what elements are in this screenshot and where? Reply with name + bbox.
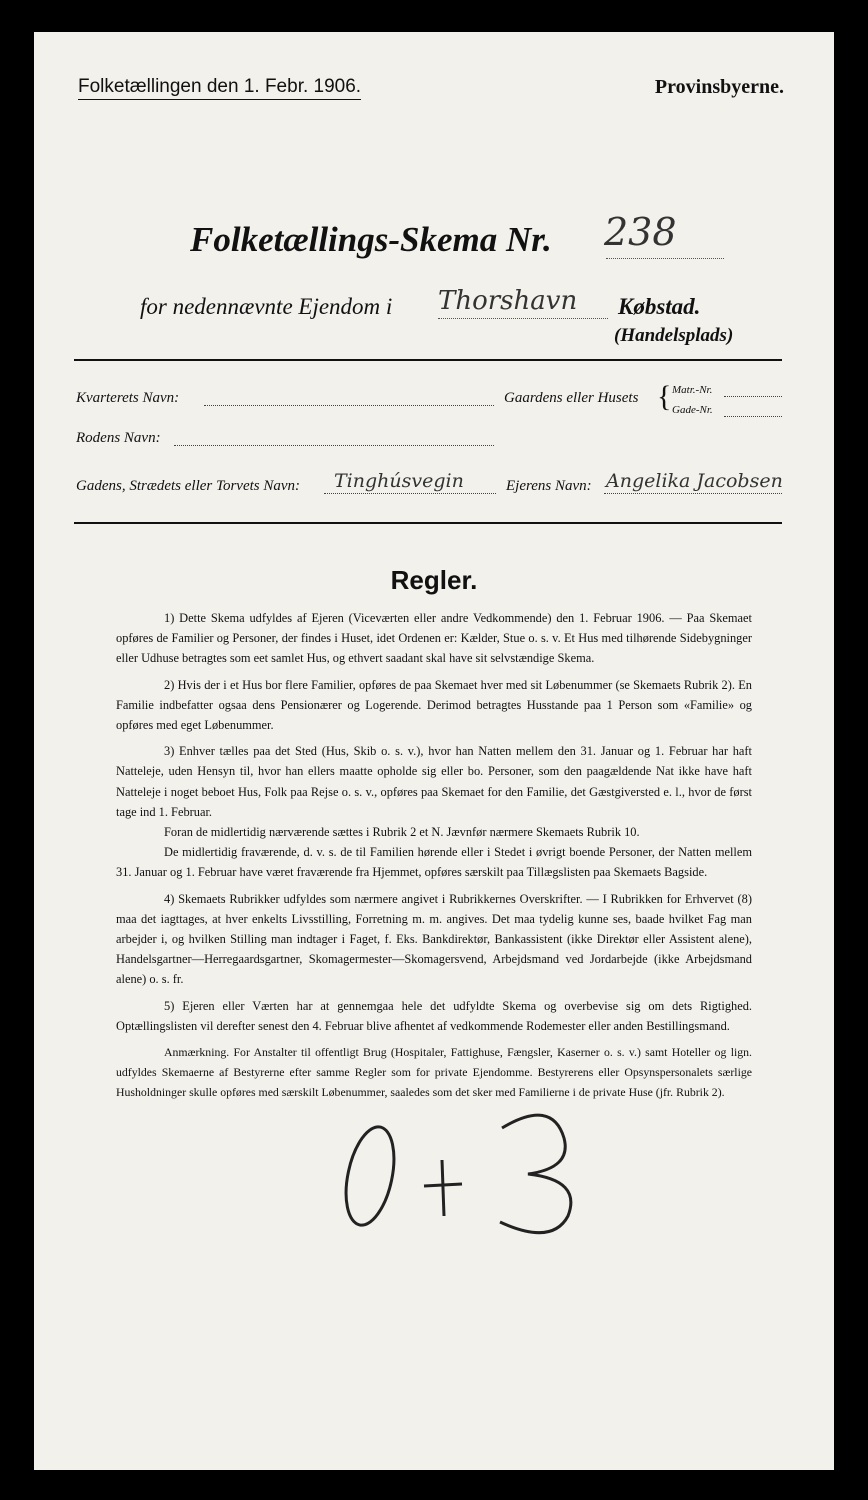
form-number-line [606,258,724,259]
form-title: Folketællings-Skema Nr. [190,220,552,259]
form-number-handwritten: 238 [604,210,677,254]
fields-divider [74,522,782,524]
rule-1: 1) Dette Skema udfyldes af Ejeren (Viceværten eller andre Vedkommende) den 1. Februar 1906. — Paa Skemaet opføres de Familier og Personer, der findes i Huset, idet Ordenen er: Kælder, Stue o. s. v. Et Hus med tilhørende Sidebygninger eller Udhuse betragtes som eet samlet Hus, og ethvert saadant skal have sit selvstændige Skema. [116,611,752,666]
district-line [204,405,494,406]
rule-5: 5) Ejeren eller Værten har at gennemgaa hele det udfyldte Skema og overbevise sig om dets Rigtighed. Optællingslisten vil derefter senest den 4. Februar blive afhentet af vedkommende Rodemester eller anden Bestillingsmand. [116,998,752,1033]
owner-label: Ejerens Navn: [506,478,592,494]
owner-handwritten: Angelika Jacobsen [606,470,783,492]
rule-2: 2) Hvis der i et Hus bor flere Familier, opføres de paa Skemaet hver med sit Løbenummer (se Skemaets Rubrik 2). En Familie indbefatter ogsaa dens Pensionærer og Logerende. Derimod betragtes Husstande paa 1 Person som «Familie» og opføres med eget Løbenummer. [116,677,752,733]
rule-3: 3) Enhver tælles paa det Sted (Hus, Skib o. s. v.), hvor han Natten mellem den 31. Januar og 1. Februar har haft Natteleje, uden Hensyn til, hvor han ellers maatte opholde sig eller bo. Personer, som den paagældende Nat ikke have haft Natteleje i noget beboet Hus, Folk paa Rejse o. s. v., opføres paa Skemaet for den Familie, det Gæstgiversted e. l., hvor de først tage ind 1. Februar. [116,744,752,819]
matr-line [724,396,782,397]
owner-line [604,493,782,494]
district-label: Kvarterets Navn: [76,390,180,406]
region-header: Provinsbyerne. [654,76,784,98]
rode-line [174,445,494,446]
rule-3-present: Foran de midlertidig nærværende sættes i Rubrik 2 et N. Jævnfør nærmere Skemaets Rubrik 10. [164,825,640,840]
town-handwritten: Thorshavn [438,286,578,316]
subtitle-alt: (Handelsplads) [614,325,734,346]
brace: { [657,380,672,413]
gade-nr-line [724,416,782,417]
rule-3-absent: De midlertidig fraværende, d. v. s. de til Familien hørende eller i Stedet i øvrigt boende Personer, der Natten mellem 31. Januar og 1. Februar have været fraværende fra Hjemmet, opføres særskilt paa Tillægslisten paa Skemaets Bagside. [116,845,752,880]
town-line [438,318,608,319]
subtitle-prefix: for nedennævnte Ejendom i [140,294,393,319]
rode-label: Rodens Navn: [76,430,161,446]
handwritten-tally [332,1098,632,1238]
matr-label: Matr.-Nr. [672,384,713,396]
street-label: Gadens, Strædets eller Torvets Navn: [76,478,301,494]
street-line [324,493,496,494]
remark: Anmærkning. For Anstalter til offentligt Brug (Hospitaler, Fattighuse, Fængsler, Kaserner o. s. v.) samt Hoteller og lign. udfyldes Skemaerne af Bestyrerne efter samme Regler som for private Ejendomme. Bestyrerens eller Opsynspersonalets særlige Husholdninger skulle opføres med særskilt Løbenummer, saaledes som det sker med Familierne i de private Huse (jfr. Rubrik 2). [116,1045,752,1100]
subtitle-suffix: Købstad. [618,294,701,319]
rule-4: 4) Skemaets Rubrikker udfyldes som nærmere angivet i Rubrikkernes Overskrifter. — I Rubrikken for Erhvervet (8) maa det iagttages, at hver enkelts Livsstilling, Forretning m. m. angives. Det maa tydelig kunne ses, baade hvilket Fag man arbejder i, og hvilken Stilling man indtager i Faget, f. Eks. Bankdirektør, Bankassistent (ikke Direktør eller Assistent alene), Handelsgartner—Herregaardsgartner, Skomagermester—Skomagersvend, Arbejdsmand ved Jordarbejde (ikke Arbejdsmand alene) o. s. fr. [116,891,752,987]
gade-nr-label: Gade-Nr. [672,404,713,416]
street-handwritten: Tinghúsvegin [334,470,464,492]
rules-heading: Regler. [390,565,478,595]
rules-body [116,608,752,1109]
census-header: Folketællingen den 1. Febr. 1906. [78,76,361,100]
top-divider [74,359,782,361]
census-form-sheet [34,32,834,1470]
house-label: Gaardens eller Husets [504,390,639,406]
